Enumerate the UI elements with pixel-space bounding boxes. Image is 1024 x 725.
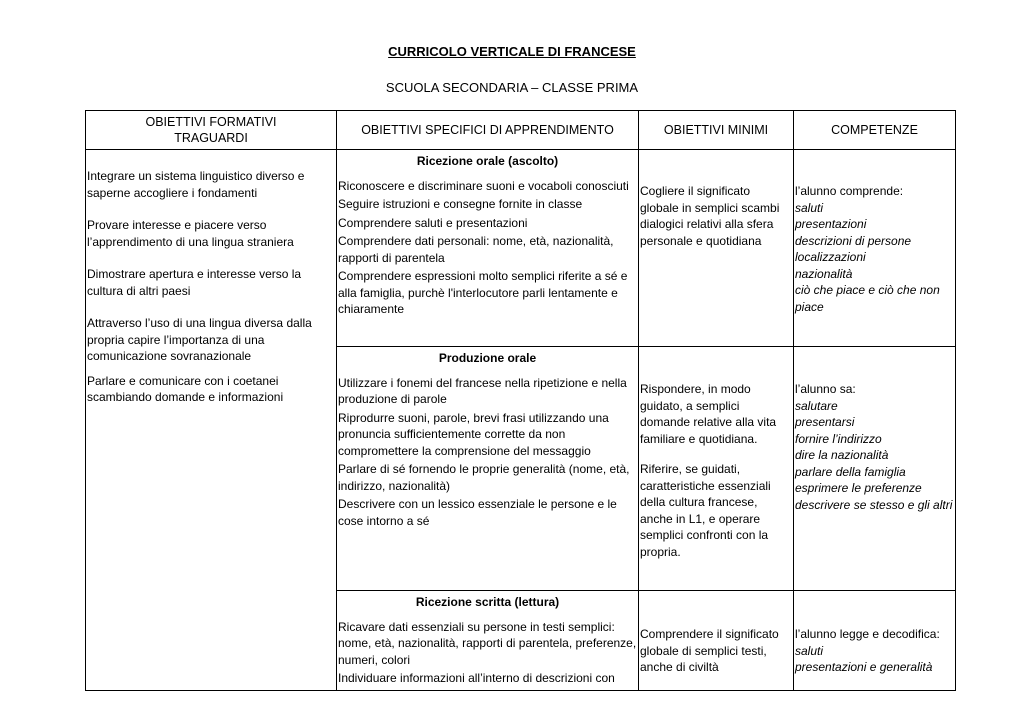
curriculum-table <box>85 110 956 691</box>
minimi-ricezione-scritta <box>639 591 794 691</box>
competenza-item: saluti <box>795 643 824 658</box>
minimo-item: Rispondere, in modo guidato, a semplici domande relative alla vita familiare e quotidiana. <box>640 382 777 446</box>
competenza-item: presentarsi <box>795 415 855 429</box>
competenze-ricezione-scritta <box>794 591 956 691</box>
competenza-item: fornire l’indirizzo <box>795 431 882 446</box>
competenze-intro: l’alunno legge e decodifica: <box>795 627 940 641</box>
obiettivo-item: Descrivere con un lessico essenziale le persone e le cose intorno a sé <box>338 497 617 528</box>
header-obiettivi-formativi <box>86 111 337 150</box>
minimo-item: Riferire, se guidati, caratteristiche essenziali della cultura francese, anche in L1, e operare semplici confronti con la propria. <box>640 462 771 559</box>
obiettivo-item: Individuare informazioni all’interno di descrizioni con <box>338 671 615 685</box>
header-obiettivi-minimi: OBIETTIVI MINIMI <box>639 111 794 150</box>
specifici-ricezione-orale <box>337 150 639 347</box>
competenza-item: descrivere se stesso e gli altri <box>795 497 953 512</box>
obiettivo-item: Comprendere dati personali: nome, età, nazionalità, rapporti di parentela <box>338 234 614 265</box>
competenza-item: parlare della famiglia <box>795 464 906 479</box>
competenza-item: salutare <box>795 398 838 413</box>
obiettivo-item: Utilizzare i fonemi del francese nella ripetizione e nella produzione di parole <box>338 375 627 406</box>
competenze-ricezione-orale <box>794 150 956 347</box>
competenze-intro: l’alunno sa: <box>795 382 856 396</box>
formativo-item: Provare interesse e piacere verso l’apprendimento di una lingua straniera <box>87 218 294 249</box>
minimo-item: Comprendere il significato globale di semplici testi, anche di civiltà <box>640 627 779 674</box>
minimi-produzione-orale <box>639 347 794 591</box>
formativo-item: Attraverso l’uso di una lingua diversa dalla propria capire l’importanza di una comunicazione sovranazionale <box>87 316 312 363</box>
formativi-cell <box>86 150 337 691</box>
competenza-item: presentazioni <box>795 217 867 231</box>
minimi-ricezione-orale <box>639 150 794 347</box>
obiettivo-item: Comprendere espressioni molto semplici riferite a sé e alla famiglia, purchè l'interlocutore parli lentamente e chiaramente <box>338 269 628 316</box>
competenza-item: descrizioni di persone <box>795 233 912 248</box>
competenza-item: saluti <box>795 200 824 215</box>
obiettivo-item: Comprendere saluti e presentazioni <box>338 215 528 230</box>
competenza-item: ciò che piace e ciò che non piace <box>795 283 940 314</box>
competenze-produzione-orale <box>794 347 956 591</box>
competenza-item: nazionalità <box>795 266 853 281</box>
competenza-item: presentazioni e generalità <box>795 660 933 674</box>
header-competenze: COMPETENZE <box>794 111 956 150</box>
formativo-item: Integrare un sistema linguistico diverso e saperne accogliere i fondamenti <box>87 169 305 200</box>
header-line-1: OBIETTIVI FORMATIVI <box>145 115 277 129</box>
header-obiettivi-specifici: OBIETTIVI SPECIFICI DI APPRENDIMENTO <box>337 111 639 150</box>
header-line-2: TRAGUARDI <box>174 131 248 145</box>
obiettivo-item: Ricavare dati essenziali su persone in testi semplici: nome, età, nazionalità, rapporti di parentela, preferenze, numeri, colori <box>338 619 637 667</box>
section-title: Ricezione scritta (lettura) <box>415 595 560 609</box>
specifici-ricezione-scritta <box>337 591 639 691</box>
section-title: Ricezione orale (ascolto) <box>416 154 559 168</box>
page-title: CURRICOLO VERTICALE DI FRANCESE <box>388 44 636 59</box>
formativo-item: Dimostrare apertura e interesse verso la cultura di altri paesi <box>87 267 302 298</box>
obiettivo-item: Seguire istruzioni e consegne fornite in classe <box>338 197 583 211</box>
obiettivo-item: Riprodurre suoni, parole, brevi frasi utilizzando una pronuncia sufficientemente corrette da non compromettere la comprensione del messaggio <box>338 410 609 458</box>
obiettivo-item: Riconoscere e discriminare suoni e vocaboli conosciuti <box>338 178 629 193</box>
specifici-produzione-orale <box>337 347 639 591</box>
page-subtitle: SCUOLA SECONDARIA – CLASSE PRIMA <box>385 80 639 95</box>
section-title: Produzione orale <box>438 351 537 365</box>
minimo-item: Cogliere il significato globale in semplici scambi dialogici relativi alla sfera personale e quotidiana <box>640 184 780 248</box>
formativo-item: Parlare e comunicare con i coetanei scambiando domande e informazioni <box>87 373 284 404</box>
competenza-item: dire la nazionalità <box>795 448 889 462</box>
competenza-item: esprimere le preferenze <box>795 481 922 495</box>
competenze-intro: l’alunno comprende: <box>795 184 904 198</box>
obiettivo-item: Parlare di sé fornendo le proprie generalità (nome, età, indirizzo, nazionalità) <box>338 462 630 493</box>
competenza-item: localizzazioni <box>795 250 866 264</box>
